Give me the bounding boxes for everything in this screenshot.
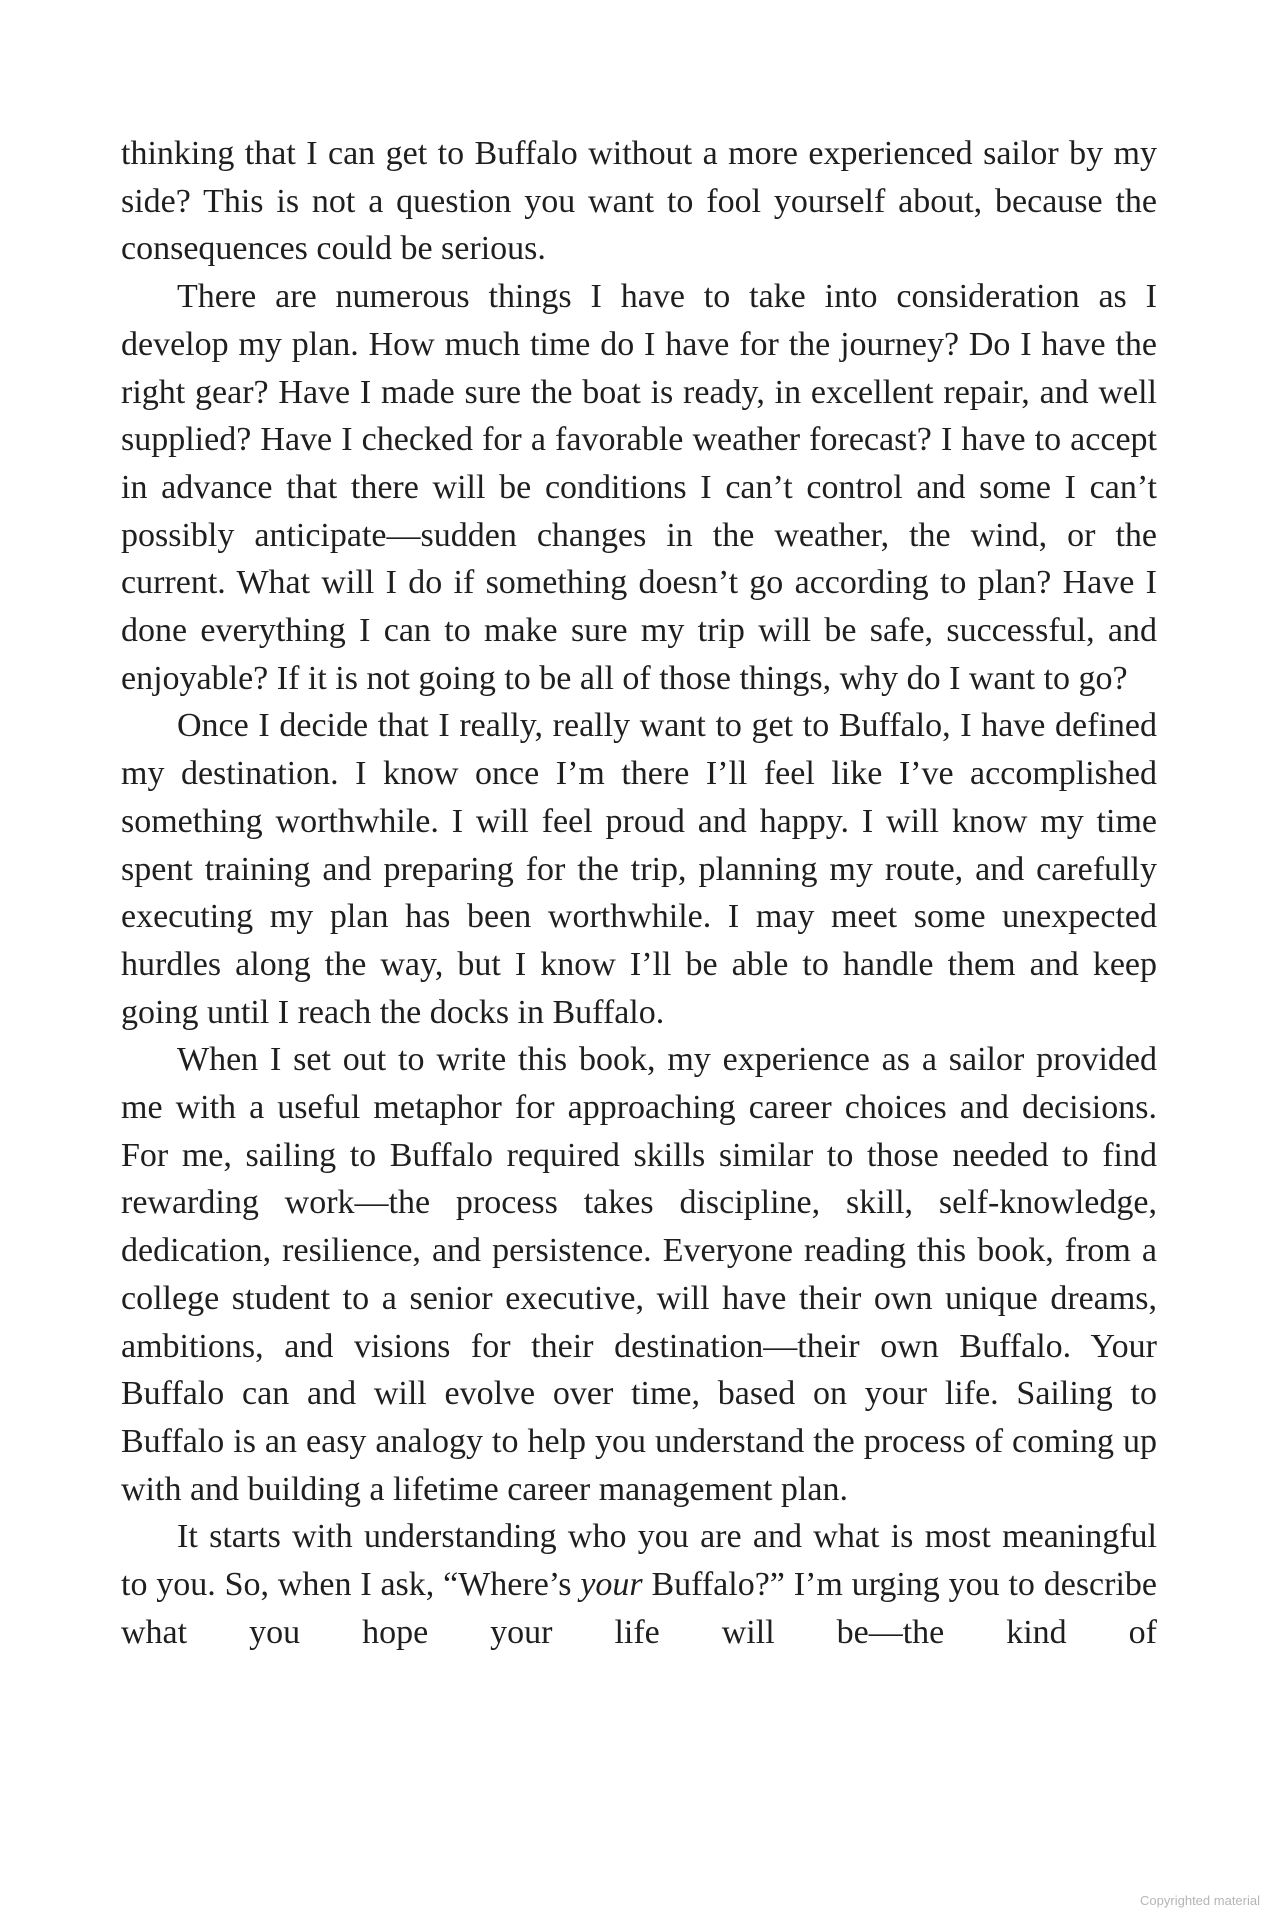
paragraph-5-italic-word: your [580,1566,643,1604]
copyright-watermark: Copyrighted material [1140,1893,1260,1908]
paragraph-4: When I set out to write this book, my experience as a sailor provided me with a useful metaphor for approaching career choices and decisions. For me, sailing to Buffalo required skills similar to those needed to find rewarding work—the process takes discipline, skill, self-knowledge, dedication, resilience, and persistence. Everyone reading this book, from a college student to a senior executive, will have their own unique dreams, ambitions, and visions for their destination—their own Buffalo. Your Buffalo can and will evolve over time, based on your life. Sailing to Buffalo is an easy analogy to help you understand the process of coming up with and building a lifetime career management plan. [121,1041,1157,1508]
paragraph-5 [121,1513,1157,1656]
paragraph-1: thinking that I can get to Buffalo without a more experienced sailor by my side? This is not a question you want to fool yourself about, because the consequences could be serious. [121,135,1157,268]
body-text [121,130,1157,1657]
paragraph-5-text-start: It starts with understanding who you are and what is most meaningful to you. So, when I ask, “Where’s [121,1518,1157,1604]
paragraph-3: Once I decide that I really, really want to get to Buffalo, I have defined my destination. I know once I’m there I’ll feel like I’ve accomplished something worthwhile. I will feel proud and happy. I will know my time spent training and preparing for the trip, planning my route, and carefully executing my plan has been worthwhile. I may meet some unexpected hurdles along the way, but I know I’ll be able to handle them and keep going until I reach the docks in Buffalo. [121,707,1157,1031]
paragraph-2: There are numerous things I have to take into consideration as I develop my plan. How much time do I have for the journey? Do I have the right gear? Have I made sure the boat is ready, in excellent repair, and well supplied? Have I checked for a favorable weather forecast? I have to accept in advance that there will be conditions I can’t control and some I can’t possibly anticipate—sudden changes in the weather, the wind, or the current. What will I do if something doesn’t go according to plan? Have I done everything I can to make sure my trip will be safe, successful, and enjoyable? If it is not going to be all of those things, why do I want to go? [121,278,1157,697]
paragraph-5-text-end: Buffalo?” I’m urging you to describe what you hope your life will be—the kind of [121,1566,1157,1651]
